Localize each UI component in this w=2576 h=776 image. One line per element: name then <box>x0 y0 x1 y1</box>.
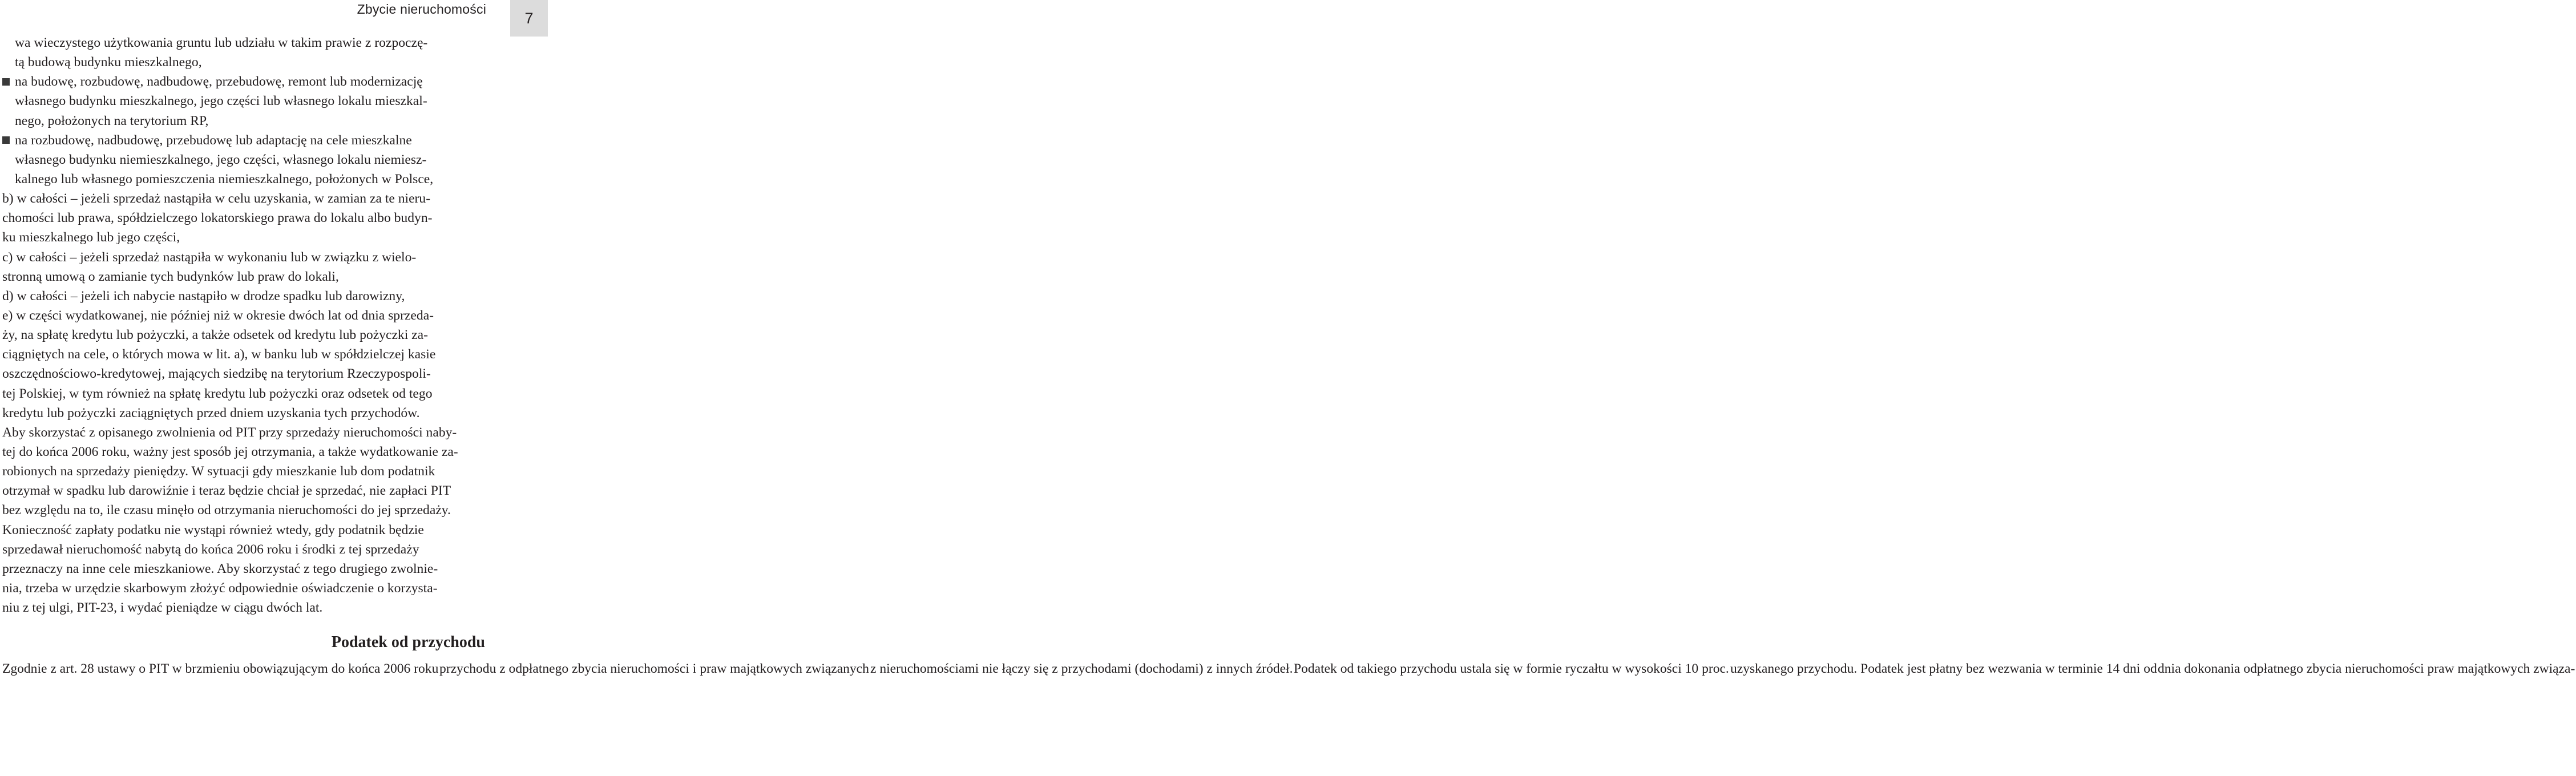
text-line: ży, na spłatę kredytu lub pożyczki, a także odsetek od kredytu lub pożyczki za- <box>2 328 428 343</box>
text-line: niu z tej ulgi, PIT-23, i wydać pieniądze w ciągu dwóch lat. <box>2 600 323 616</box>
section-body-text <box>2 659 2575 678</box>
paragraph-line: przychodu z odpłatnego zbycia nieruchomości i praw majątkowych związanych <box>439 661 870 676</box>
list-item-continuation-line <box>2 33 476 52</box>
text-line: przeznaczy na inne cele mieszkaniowe. Aby skorzystać z tego drugiego zwolnie- <box>2 561 438 576</box>
text-line: chomości lub prawa, spółdzielczego lokatorskiego prawa do lokalu albo budyn- <box>2 211 433 226</box>
paragraph-line: Zgodnie z art. 28 ustawy o PIT w brzmieniu obowiązującym do końca 2006 roku <box>2 661 439 676</box>
text-line: tą budową budynku mieszkalnego, <box>15 55 202 70</box>
square-bullet-icon <box>2 136 10 144</box>
paragraph-line <box>2 559 476 579</box>
paragraph-line <box>2 189 476 208</box>
paragraph-line: z nieruchomościami nie łączy się z przychodami (dochodami) z innych źródeł. <box>870 661 1293 676</box>
paragraph-line <box>2 598 476 617</box>
list-item-continuation-line <box>2 91 476 111</box>
list-item-continuation-line <box>2 111 476 131</box>
paragraph-line: Podatek od takiego przychodu ustala się w formie ryczałtu w wysokości 10 proc. <box>1294 661 1729 676</box>
bullet-list-item <box>2 131 476 150</box>
text-line: na rozbudowę, nadbudowę, przebudowę lub adaptację na cele mieszkalne <box>15 132 412 148</box>
paragraph-line <box>2 248 476 267</box>
list-item-continuation-line <box>2 52 476 72</box>
paragraph-line <box>2 286 476 306</box>
text-line: oszczędnościowo-kredytowej, mających siedzibę na terytorium Rzeczypospoli- <box>2 366 431 382</box>
paragraph-line <box>2 208 476 228</box>
page-number: 7 <box>524 9 534 27</box>
running-title: Zbycie nieruchomości <box>357 2 486 17</box>
text-line: bez względu na to, ile czasu minęło od otrzymania nieruchomości do jej sprzedaży. <box>2 503 451 518</box>
text-line: Konieczność zapłaty podatku nie wystąpi również wtedy, gdy podatnik będzie <box>2 522 424 537</box>
text-line: c) w całości – jeżeli sprzedaż nastąpiła w wykonaniu lub w związku z wielo- <box>2 249 417 265</box>
paragraph-line <box>2 540 476 559</box>
page-number-tab <box>510 0 548 37</box>
text-line: ciągniętych na cele, o których mowa w lit. a), w banku lub w spółdzielczej kasie <box>2 347 436 362</box>
paragraph-line: dnia dokonania odpłatnego zbycia nieruchomości praw majątkowych związa- <box>2158 661 2575 676</box>
text-line: d) w całości – jeżeli ich nabycie nastąpiło w drodze spadku lub darowizny, <box>2 288 405 304</box>
paragraph-line <box>2 267 476 286</box>
paragraph-line <box>2 325 476 345</box>
text-line: wa wieczystego użytkowania gruntu lub udziału w takim prawie z rozpoczę- <box>15 35 428 50</box>
square-bullet-icon <box>2 78 10 86</box>
list-item-continuation-line <box>2 150 476 169</box>
paragraph-line: uzyskanego przychodu. Podatek jest płatny bez wezwania w terminie 14 dni od <box>1730 661 2157 676</box>
paragraph-line <box>2 345 476 364</box>
text-line: tej Polskiej, w tym również na spłatę kredytu lub pożyczki oraz odsetek od tego <box>2 386 433 401</box>
text-line: Aby skorzystać z opisanego zwolnienia od PIT przy sprzedaży nieruchomości naby- <box>2 425 457 440</box>
text-line: kalnego lub własnego pomieszczenia niemieszkalnego, położonych w Polsce, <box>15 171 434 187</box>
list-item-continuation-line <box>2 169 476 189</box>
section-heading: Podatek od przychodu <box>331 633 485 651</box>
text-line: własnego budynku niemieszkalnego, jego części, własnego lokalu niemiesz- <box>15 152 427 167</box>
paragraph-line <box>2 364 476 383</box>
text-line: e) w części wydatkowanej, nie później niż w okresie dwóch lat od dnia sprzeda- <box>2 308 434 323</box>
text-line: sprzedawał nieruchomość nabytą do końca 2006 roku i środki z tej sprzedaży <box>2 541 419 557</box>
paragraph-line <box>2 228 476 247</box>
text-line: otrzymał w spadku lub darowiźnie i teraz będzie chciał je sprzedać, nie zapłaci PIT <box>2 483 451 499</box>
text-line: kredytu lub pożyczki zaciągniętych przed dniem uzyskania tych przychodów. <box>2 405 420 421</box>
bullet-list-item <box>2 72 476 91</box>
paragraph-line <box>2 500 476 520</box>
text-line: nego, położonych na terytorium RP, <box>15 113 209 128</box>
text-line: robionych na sprzedaży pieniędzy. W sytuacji gdy mieszkanie lub dom podatnik <box>2 464 435 479</box>
text-line: na budowę, rozbudowę, nadbudowę, przebudowę, remont lub modernizację <box>15 74 423 90</box>
paragraph-line <box>2 442 476 462</box>
paragraph-line <box>2 423 476 442</box>
paragraph-line <box>2 462 476 481</box>
paragraph-line <box>2 403 476 423</box>
text-line: własnego budynku mieszkalnego, jego części lub własnego lokalu mieszkal- <box>15 94 427 109</box>
text-line: tej do końca 2006 roku, ważny jest sposób jej otrzymania, a także wydatkowanie za- <box>2 444 458 459</box>
paragraph-line <box>2 520 476 540</box>
text-line: ku mieszkalnego lub jego części, <box>2 230 180 245</box>
text-line: stronną umową o zamianie tych budynków lub praw do lokali, <box>2 269 339 284</box>
text-line: b) w całości – jeżeli sprzedaż nastąpiła w celu uzyskania, w zamian za te nieru- <box>2 191 431 207</box>
paragraph-line <box>2 306 476 325</box>
paragraph-line <box>2 481 476 500</box>
body-text <box>2 33 476 617</box>
paragraph-line <box>2 384 476 403</box>
text-line: nia, trzeba w urzędzie skarbowym złożyć odpowiednie oświadczenie o korzysta- <box>2 580 438 596</box>
paragraph-line <box>2 579 476 598</box>
